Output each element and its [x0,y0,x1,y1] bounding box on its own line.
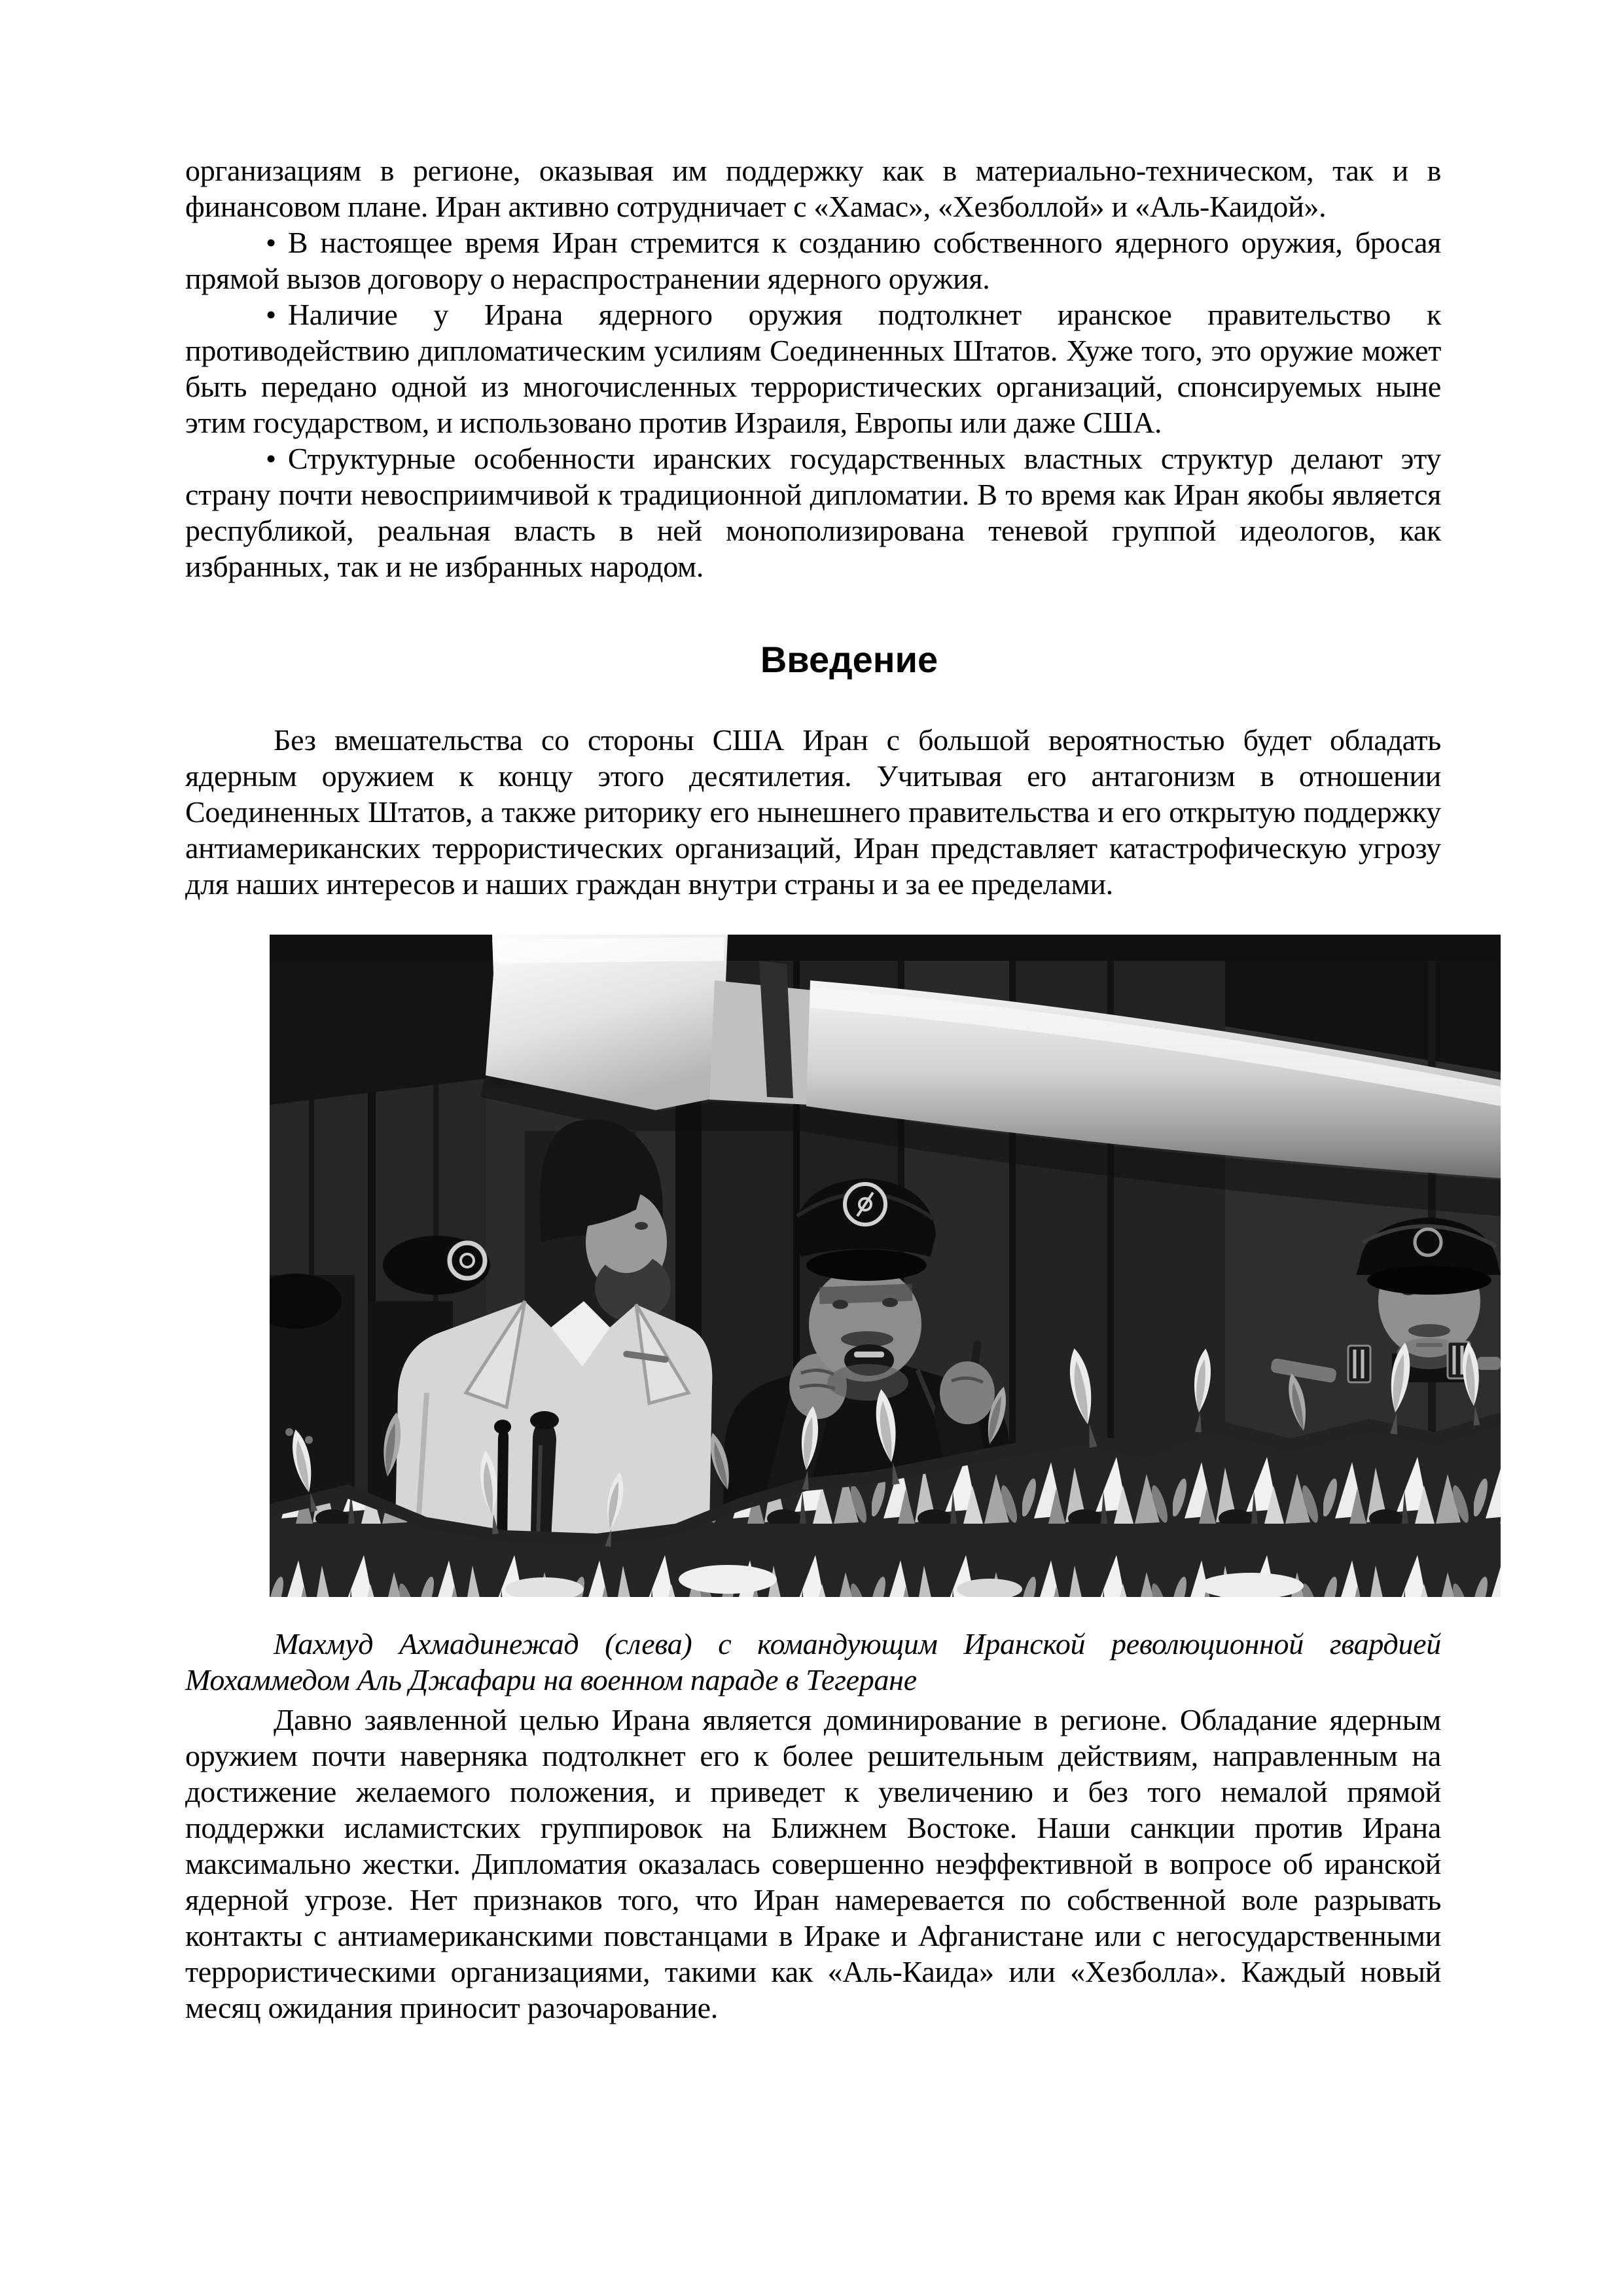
paragraph-text: Структурные особенности иранских государственных властных структур делают эту страну почти невосприимчивой к традиционной дипломатии. В то время как Иран якобы является республикой, реальная власть в ней монополизирована теневой группой идеологов, как избранных, так и не избранных народом. [185,442,1441,583]
closing-paragraph: Давно заявленной целью Ирана является доминирование в регионе. Обладание ядерным оружием почти наверняка подтолкнет его к более решительным действиям, направленным на достижение желаемого положения, и приведет к увеличению и без того немалой прямой поддержки исламистских группировок на Ближнем Востоке. Наши санкции против Ирана максимально жестки. Дипломатия оказалась совершенно неэффективной в вопросе об иранской ядерной угрозе. Нет признаков того, что Иран намеревается по собственной воле разрывать контакты с антиамериканскими повстанцами в Ираке и Афганистане или с негосударственными террористическими организациями, такими как «Аль-Каида» или «Хезболла». Каждый новый месяц ожидания приносит разочарование. [185,1703,1441,2024]
paragraph-continuation: организациям в регионе, оказывая им поддержку как в материально-техническом, так и в финансовом плане. Иран активно сотрудничает с «Хамас», «Хезболлой» и «Аль-Каидой». [185,154,1441,223]
bullet-marker: • [266,298,276,331]
section-heading: Введение [760,639,938,680]
intro-paragraph: Без вмешательства со стороны США Иран с большой вероятностью будет обладать ядерным оружием к концу этого десятилетия. Учитывая его антагонизм в отношении Соединенных Штатов, а также риторику его нынешнего правительства и его открытую поддержку антиамериканских террористических организаций, Иран представляет катастрофическую угрозу для наших интересов и наших граждан внутри страны и за ее пределами. [185,723,1441,901]
paragraph-text: В настоящее время Иран стремится к созданию собственного ядерного оружия, бросая прямой вызов договору о нераспространении ядерного оружия. [185,226,1441,295]
bullet-paragraph-3 [185,440,1441,584]
bullet-paragraph-1 [185,224,1441,296]
bullet-paragraph-2 [185,296,1441,440]
paragraph-text: Наличие у Ирана ядерного оружия подтолкнет иранское правительство к противодействию дипломатическим усилиям Соединенных Штатов. Хуже того, это оружие может быть передано одной из многочисленных террористических организаций, спонсируемых ныне этим государством, и использовано против Израиля, Европы или даже США. [185,298,1441,439]
photo-military-parade [270,935,1501,1597]
bullet-marker: • [266,442,276,475]
bullet-marker: • [266,226,276,259]
photo-caption: Махмуд Ахмадинежад (слева) с командующим Иранской революционной гвардией Мохаммедом Аль Джафари на военном параде в Тегеране [185,1627,1441,1696]
